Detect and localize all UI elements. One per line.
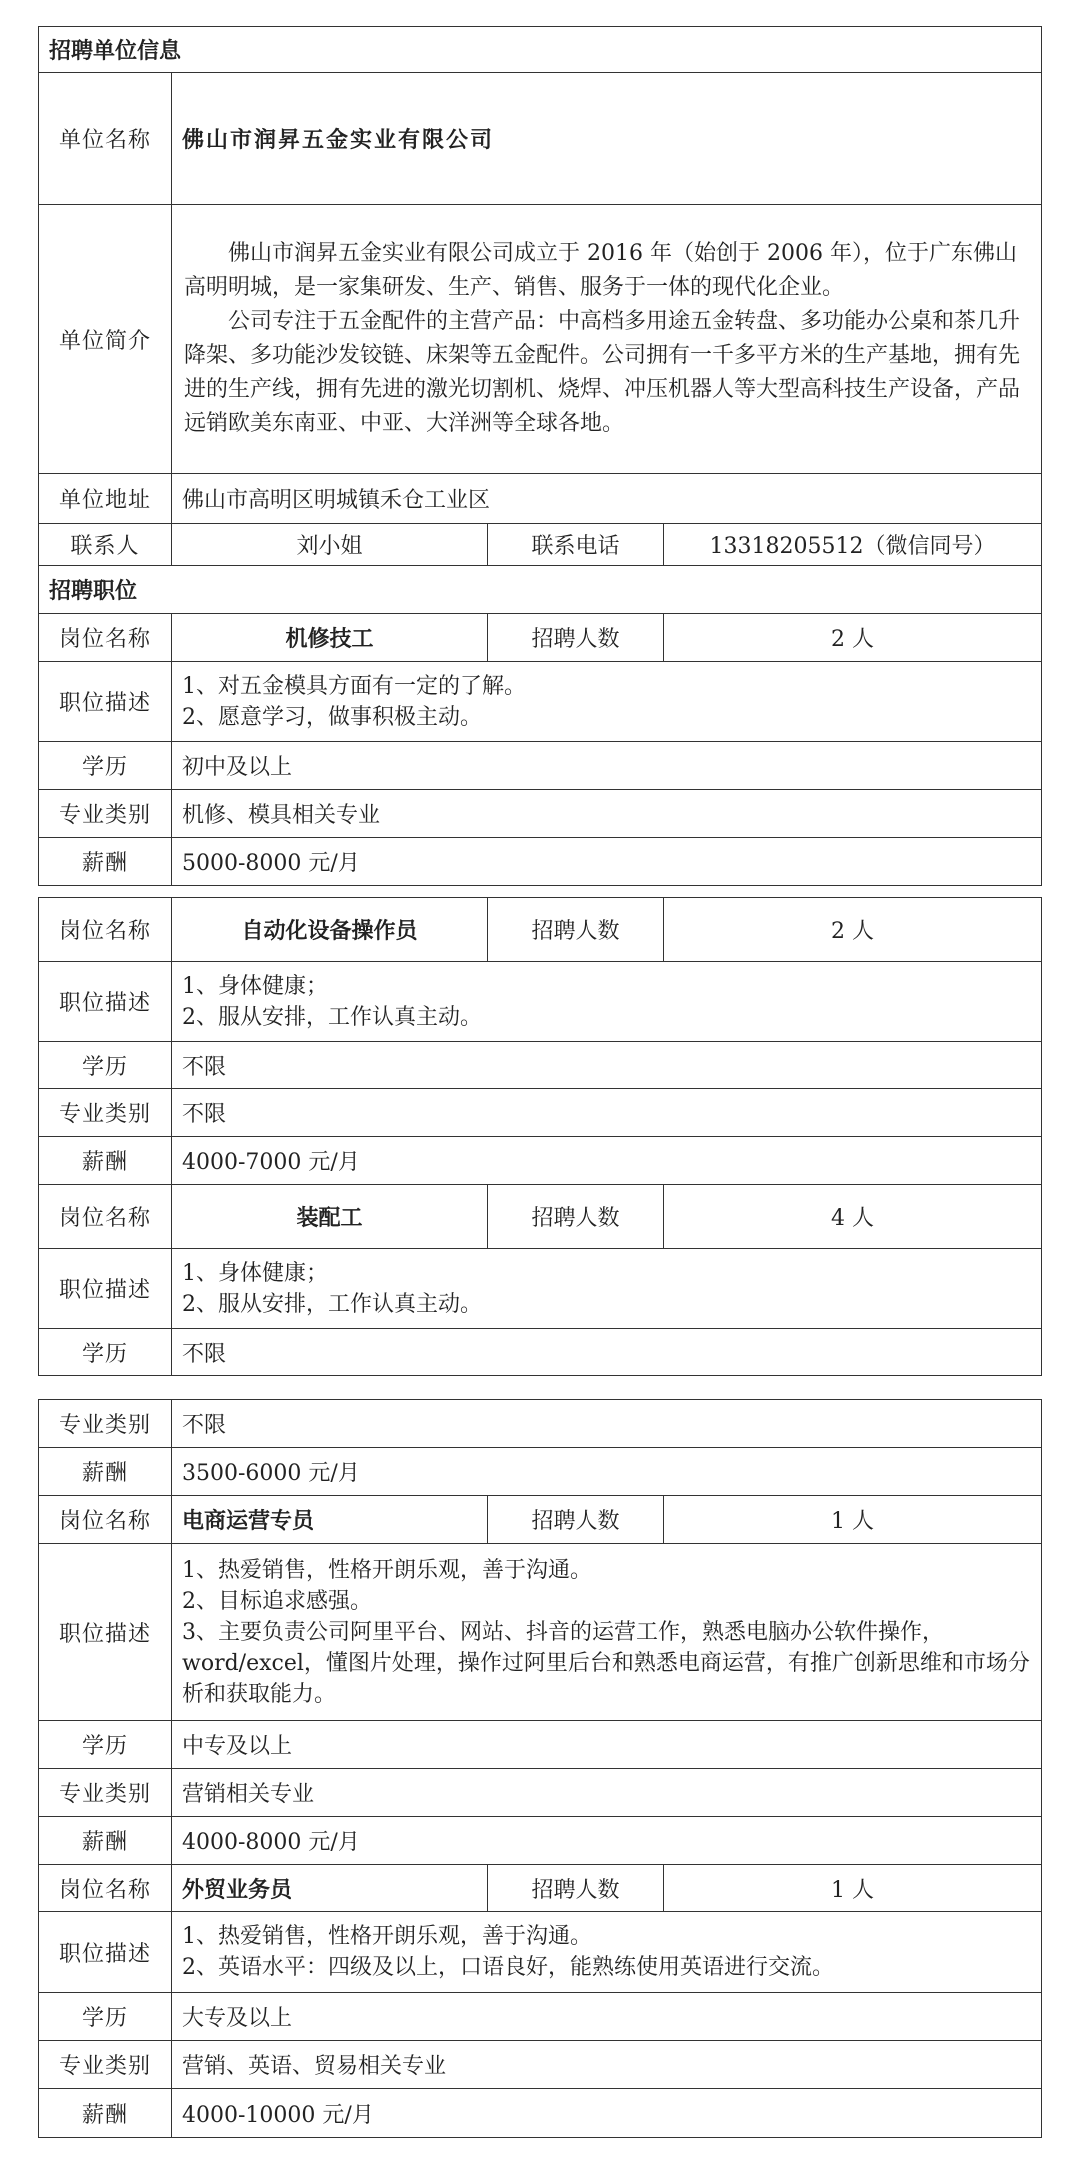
recruitment-table-3	[38, 1399, 1042, 2138]
description-line: 1、热爱销售，性格开朗乐观，善于沟通。	[182, 1924, 592, 1949]
position-name-label: 岗位名称	[39, 614, 172, 662]
contact-phone: 13318205512（微信同号）	[664, 524, 1042, 566]
company-address-label: 单位地址	[39, 474, 172, 524]
major-label: 专业类别	[39, 1400, 172, 1448]
salary: 4000-8000 元/月	[172, 1817, 1042, 1865]
major: 营销、英语、贸易相关专业	[172, 2041, 1042, 2089]
contact-label: 联系人	[39, 524, 172, 566]
description-line: 2、服从安排，工作认真主动。	[182, 1004, 482, 1030]
section-company-info: 招聘单位信息	[39, 27, 1042, 73]
recruitment-table-2	[38, 897, 1042, 1376]
education-label: 学历	[39, 1721, 172, 1769]
description-line: 2、愿意学习，做事积极主动。	[182, 704, 482, 730]
intro-paragraph: 佛山市润昇五金实业有限公司成立于 2016 年（始创于 2006 年），位于广东佛山高明明城，是一家集研发、生产、销售、服务于一体的现代化企业。	[184, 241, 1017, 300]
job-description-label: 职位描述	[39, 662, 172, 742]
description-line: 2、服从安排，工作认真主动。	[182, 1291, 482, 1317]
education: 大专及以上	[172, 1993, 1042, 2041]
job-description-label: 职位描述	[39, 962, 172, 1042]
education-label: 学历	[39, 742, 172, 790]
education: 中专及以上	[172, 1721, 1042, 1769]
headcount-label: 招聘人数	[488, 1185, 664, 1249]
job-description	[172, 962, 1042, 1042]
salary: 4000-7000 元/月	[172, 1137, 1042, 1185]
headcount-label: 招聘人数	[488, 898, 664, 962]
position-name-label: 岗位名称	[39, 1865, 172, 1912]
company-name-label: 单位名称	[39, 73, 172, 205]
description-line: 1、身体健康；	[182, 973, 328, 999]
major: 不限	[172, 1400, 1042, 1448]
headcount-label: 招聘人数	[488, 614, 664, 662]
salary-label: 薪酬	[39, 1137, 172, 1185]
position-name-label: 岗位名称	[39, 1496, 172, 1544]
job-description-label: 职位描述	[39, 1912, 172, 1993]
description-line: 1、热爱销售，性格开朗乐观，善于沟通。	[182, 1557, 592, 1583]
headcount: 2 人	[664, 614, 1042, 662]
position-name-label: 岗位名称	[39, 898, 172, 962]
position-name: 自动化设备操作员	[172, 898, 488, 962]
headcount: 2 人	[664, 898, 1042, 962]
intro-paragraph: 公司专注于五金配件的主营产品：中高档多用途五金转盘、多功能办公桌和茶几升降架、多功能沙发铰链、床架等五金配件。公司拥有一千多平方米的生产基地，拥有先进的生产线，拥有先进的激光切割机、烧焊、冲压机器人等大型高科技生产设备，产品远销欧美东南亚、中亚、大洋洲等全球各地。	[184, 309, 1021, 436]
major: 营销相关专业	[172, 1769, 1042, 1817]
position-name: 机修技工	[172, 614, 488, 662]
description-line: 1、身体健康；	[182, 1260, 328, 1286]
headcount-label: 招聘人数	[488, 1865, 664, 1912]
job-description	[172, 662, 1042, 742]
salary: 4000-10000 元/月	[172, 2089, 1042, 2138]
salary-label: 薪酬	[39, 838, 172, 886]
headcount: 1 人	[664, 1496, 1042, 1544]
headcount: 1 人	[664, 1865, 1042, 1912]
position-name: 电商运营专员	[172, 1496, 488, 1544]
education-label: 学历	[39, 1329, 172, 1376]
job-description	[172, 1544, 1042, 1721]
position-name: 外贸业务员	[172, 1865, 488, 1912]
description-line: 2、英语水平：四级及以上，口语良好，能熟练使用英语进行交流。	[182, 1955, 834, 1980]
job-description-label: 职位描述	[39, 1249, 172, 1329]
position-name-label: 岗位名称	[39, 1185, 172, 1249]
major-label: 专业类别	[39, 1089, 172, 1137]
salary: 5000-8000 元/月	[172, 838, 1042, 886]
major-label: 专业类别	[39, 2041, 172, 2089]
headcount: 4 人	[664, 1185, 1042, 1249]
major-label: 专业类别	[39, 790, 172, 838]
description-line: 1、对五金模具方面有一定的了解。	[182, 673, 526, 699]
education: 不限	[172, 1329, 1042, 1376]
description-line: 3、主要负责公司阿里平台、网站、抖音的运营工作，熟悉电脑办公软件操作，word/excel，懂图片处理，操作过阿里后台和熟悉电商运营，有推广创新思维和市场分析和获取能力。	[182, 1619, 1030, 1707]
salary-label: 薪酬	[39, 2089, 172, 2138]
company-intro	[172, 205, 1042, 474]
description-line: 2、目标追求感强。	[182, 1588, 372, 1614]
job-description	[172, 1249, 1042, 1329]
major: 不限	[172, 1089, 1042, 1137]
salary: 3500-6000 元/月	[172, 1448, 1042, 1496]
education-label: 学历	[39, 1993, 172, 2041]
salary-label: 薪酬	[39, 1448, 172, 1496]
education: 不限	[172, 1042, 1042, 1089]
major-label: 专业类别	[39, 1769, 172, 1817]
job-description	[172, 1912, 1042, 1993]
recruitment-table-1	[38, 26, 1042, 886]
headcount-label: 招聘人数	[488, 1496, 664, 1544]
position-name: 装配工	[172, 1185, 488, 1249]
section-positions: 招聘职位	[39, 566, 1042, 614]
education-label: 学历	[39, 1042, 172, 1089]
job-description-label: 职位描述	[39, 1544, 172, 1721]
company-name: 佛山市润昇五金实业有限公司	[172, 73, 1042, 205]
major: 机修、模具相关专业	[172, 790, 1042, 838]
company-intro-label: 单位简介	[39, 205, 172, 474]
phone-label: 联系电话	[488, 524, 664, 566]
salary-label: 薪酬	[39, 1817, 172, 1865]
education: 初中及以上	[172, 742, 1042, 790]
company-address: 佛山市高明区明城镇禾仓工业区	[172, 474, 1042, 524]
contact-person: 刘小姐	[172, 524, 488, 566]
